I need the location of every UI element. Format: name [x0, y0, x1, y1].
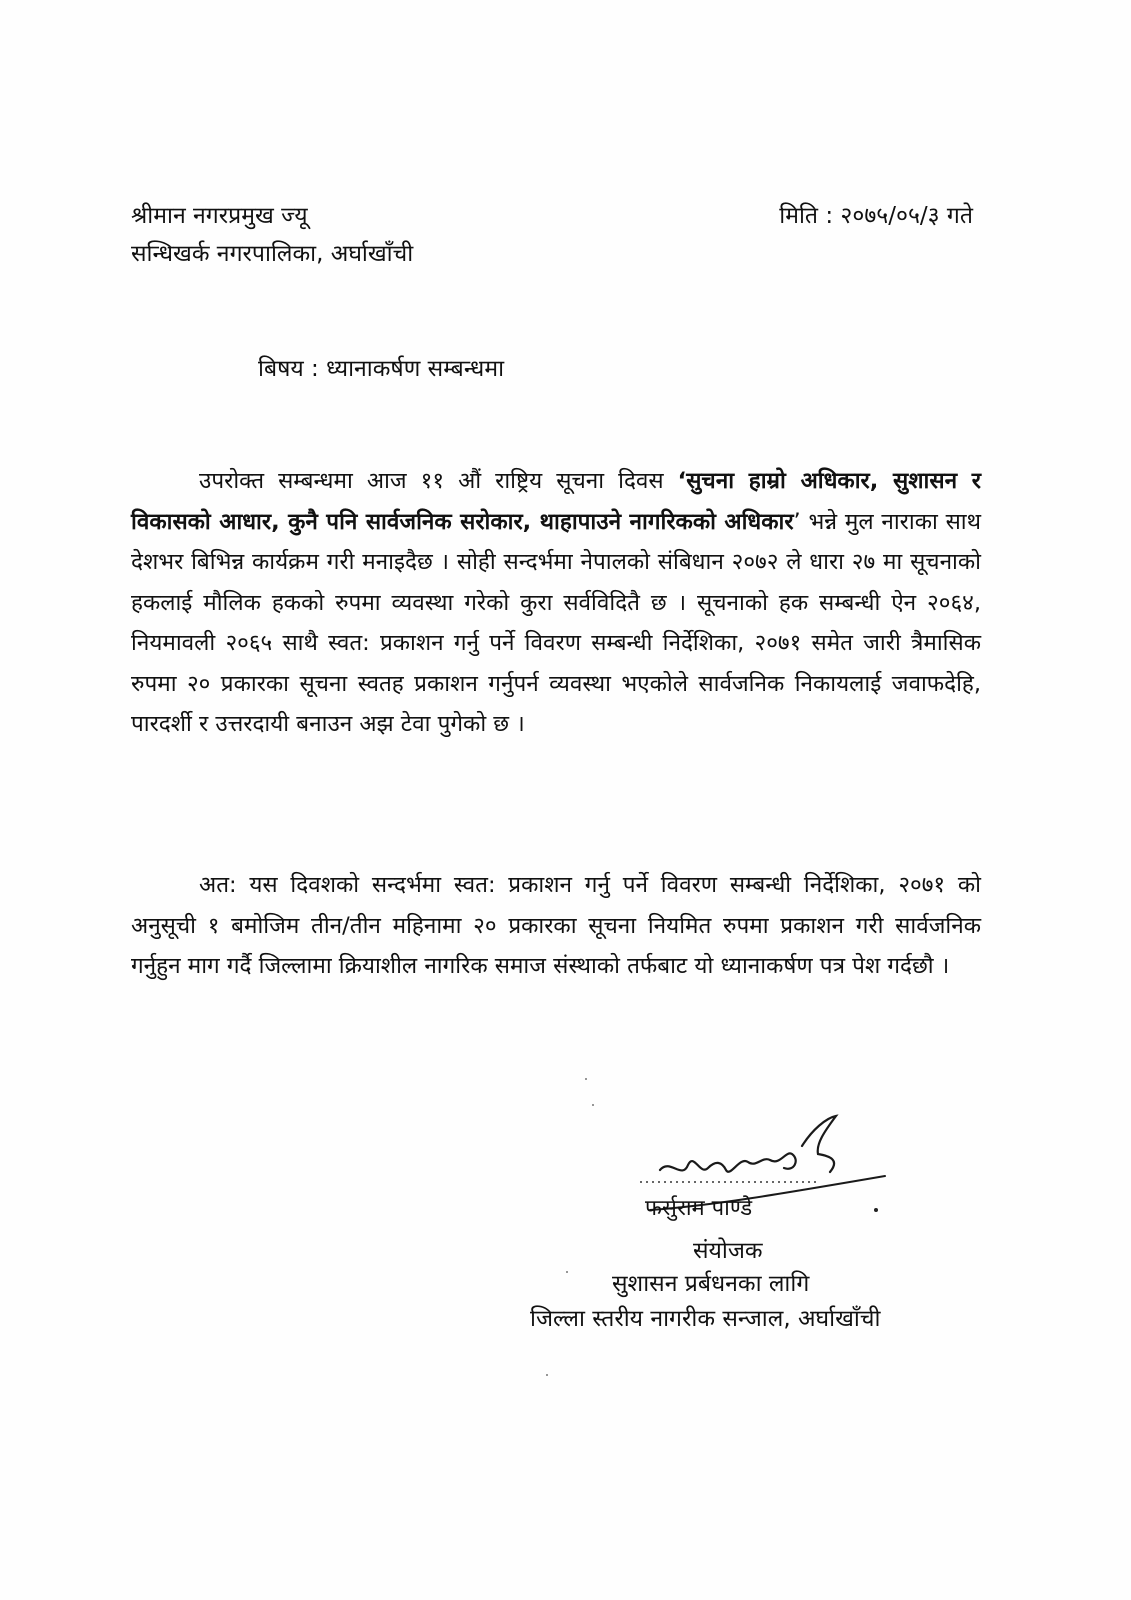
letter-date: मिति : २०७५/०५/३ गते	[779, 203, 973, 229]
paragraph-1-slogan: ‘सुचना हाम्रो अधिकार, सुशासन र विकासको आधार, कुनै पनि सार्वजनिक सरोकार, थाहापाउने नागरिकको अधिकार	[131, 468, 982, 535]
scan-speck	[546, 1374, 548, 1376]
paragraph-2-text: अत: यस दिवशको सन्दर्भमा स्वत: प्रकाशन गर्नु पर्ने विवरण सम्बन्धी निर्देशिका, २०७१ को अनुसूची १ बमोजिम तीन/तीन महिनामा २० प्रकारका सूचना नियमित रुपमा प्रकाशन गरी सार्वजनिक गर्नुहुन माग गर्दै जिल्लामा क्रियाशील नागरिक समाज संस्थाको तर्फबाट यो ध्यानाकर्षण पत्र पेश गर्दछौ ।	[131, 872, 981, 979]
scan-speck	[592, 1104, 594, 1106]
paragraph-1-lead: उपरोक्त सम्बन्धमा आज ११ औं राष्ट्रिय सूचना दिवस	[199, 468, 678, 494]
letter-subject: बिषय : ध्यानाकर्षण सम्बन्धमा	[258, 356, 505, 382]
signatory-title: संयोजक	[693, 1238, 763, 1264]
scan-speck	[566, 1271, 568, 1273]
body-paragraph-2	[131, 865, 981, 987]
body-paragraph-1	[131, 461, 981, 745]
signatory-org-line-1: सुशासन प्रर्बधनका लागि	[612, 1271, 810, 1297]
recipient-address	[131, 197, 413, 273]
recipient-line-2: सन्धिखर्क नगरपालिका, अर्घाखाँची	[131, 241, 414, 267]
signatory-name: फर्सुराम पाण्डे	[645, 1196, 753, 1221]
recipient-line-1: श्रीमान नगरप्रमुख ज्यू	[131, 203, 308, 229]
paragraph-1-rest: ’ भन्ने मुल नाराका साथ देशभर बिभिन्न कार्यक्रम गरी मनाइदैछ । सोही सन्दर्भमा नेपालको संबिधान २०७२ ले धारा २७ मा सूचनाको हकलाई मौलिक हकको रुपमा व्यवस्था गरेको कुरा सर्वविदितै छ । सूचनाको हक सम्बन्धी ऐन २०६४, नियमावली २०६५ साथै स्वत: प्रकाशन गर्नु पर्ने विवरण सम्बन्धी निर्देशिका, २०७१ समेत जारी त्रैमासिक रुपमा २० प्रकारका सूचना स्वतह प्रकाशन गर्नुपर्न व्यवस्था भएकोले सार्वजनिक निकायलाई जवाफदेहि, पारदर्शी र उत्तरदायी बनाउन अझ टेवा पुगेको छ ।	[131, 508, 981, 737]
signatory-org-line-2: जिल्ला स्तरीय नागरीक सन्जाल, अर्घाखाँची	[530, 1306, 881, 1332]
scan-speck	[585, 1078, 587, 1080]
